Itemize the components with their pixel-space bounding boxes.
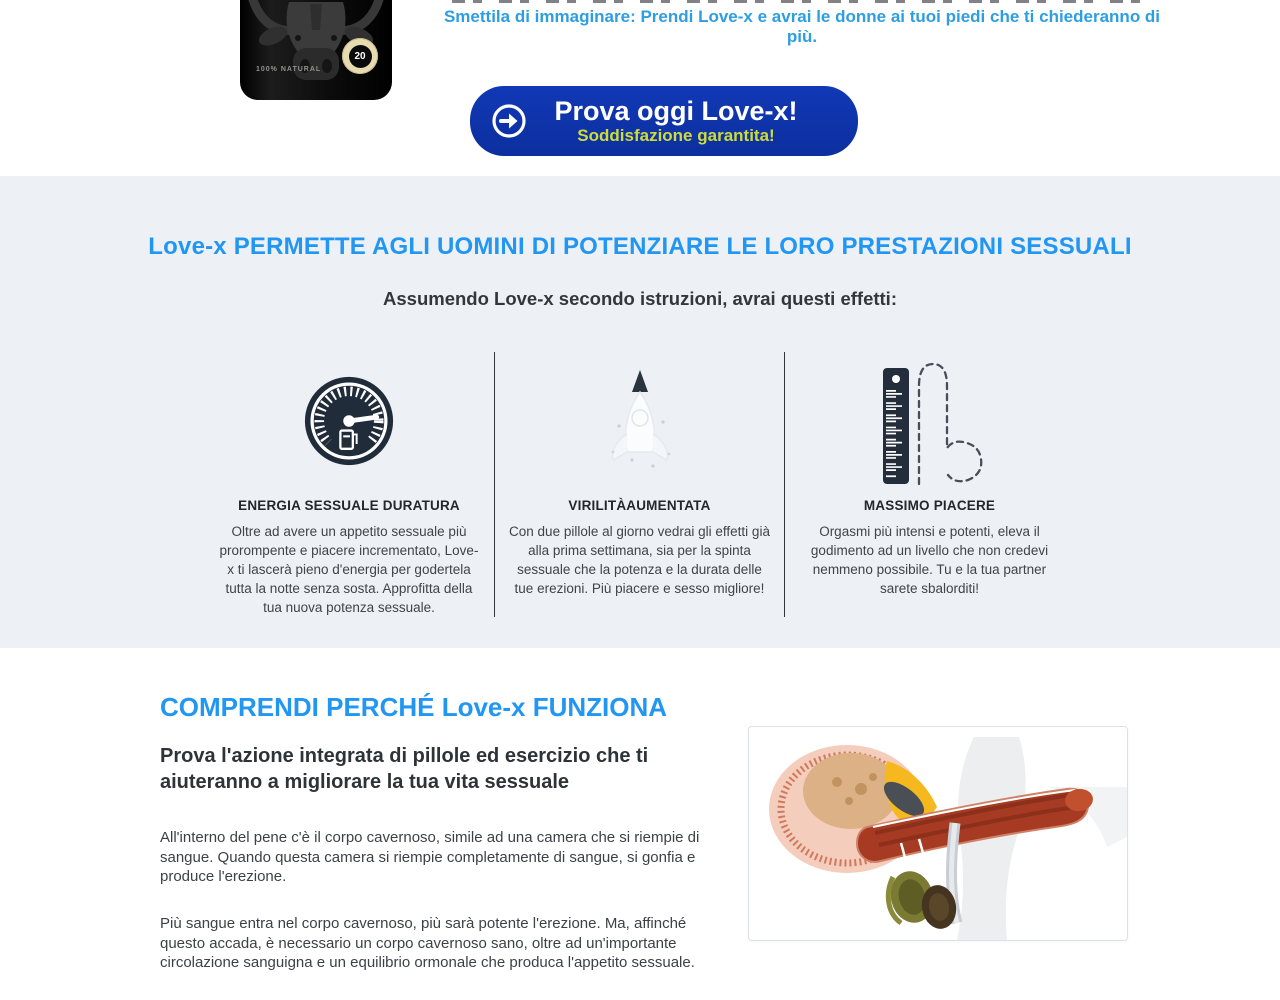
why-section — [0, 648, 1280, 1000]
cropped-text-edge — [452, 0, 1152, 3]
why-heading: COMPRENDI PERCHÉ Love-x FUNZIONA — [160, 692, 668, 722]
effects-columns — [204, 352, 1076, 617]
effects-subheading: Assumendo Love-x secondo istruzioni, avrai questi effetti: — [383, 288, 897, 309]
hero-tagline: Smettila di immaginare: Prendi Love-x e avrai le donne ai tuoi piedi che ti chiederanno di più. — [443, 7, 1161, 46]
cta-button[interactable] — [470, 86, 858, 156]
anatomical-illustration — [748, 726, 1128, 941]
effect-title: ENERGIA SESSUALE DURATURA — [238, 498, 460, 513]
effect-column-energia — [204, 352, 494, 617]
why-paragraph-1: All'interno del pene c'è il corpo cavernoso, simile ad una camera che si riempie di sangue. Quando questa camera si riempie completamente di sangue, si gonfia e produce l'erezione. — [160, 829, 700, 885]
effect-text: Con due pillole al giorno vedrai gli effetti già alla prima settimana, sia per la spinta sessuale che la potenza e la durata delle tue erezioni. Più piacere e sesso migliore! — [509, 524, 770, 596]
effect-title: MASSIMO PIACERE — [863, 498, 996, 513]
fuel-gauge-icon — [218, 352, 480, 490]
effects-heading: Love-x PERMETTE AGLI UOMINI DI POTENZIARE LE LORO PRESTAZIONI SESSUALI — [148, 233, 1132, 260]
cta-title: Prova oggi Love-x! — [554, 96, 798, 126]
effect-text: Orgasmi più intensi e potenti, eleva il godimento ad un livello che non credevi nemmeno possibile. Tu e la tua partner sarete sbalorditi! — [810, 524, 1049, 596]
pill-count-value: 20 — [349, 45, 372, 68]
product-bottle — [240, 0, 392, 100]
effect-title: VIRILITÀAUMENTATA — [568, 498, 711, 513]
ruler-icon — [799, 352, 1060, 490]
effect-column-virilita — [494, 352, 784, 617]
effects-section — [0, 176, 1280, 648]
why-subheading: Prova l'azione integrata di pillole ed esercizio che ti aiuteranno a migliorare la tua vita sessuale — [160, 745, 649, 793]
why-paragraph-2: Più sangue entra nel corpo cavernoso, più sarà potente l'erezione. Ma, affinché questo accada, è necessario un corpo cavernoso sano, oltre ad un'importante circolazione sanguigna e un equilibrio ormonale che produca l'appetito sessuale. — [160, 915, 695, 971]
effect-column-piacere — [784, 352, 1074, 617]
arrow-right-circle-icon — [492, 104, 526, 138]
pill-count-badge — [342, 38, 378, 74]
hero-section — [0, 0, 1280, 176]
cta-text-group — [540, 96, 858, 146]
cta-subtitle: Soddisfazione garantita! — [577, 126, 775, 145]
rocket-icon — [509, 352, 770, 490]
effect-text: Oltre ad avere un appetito sessuale più prorompente e piacere incrementato, Love-x ti lascerà pieno d'energia per godertela tutta la notte senza sosta. Approfitta della tua nuova potenza sessuale. — [219, 524, 479, 615]
bottle-natural-label: 100% NATURAL — [256, 66, 322, 73]
